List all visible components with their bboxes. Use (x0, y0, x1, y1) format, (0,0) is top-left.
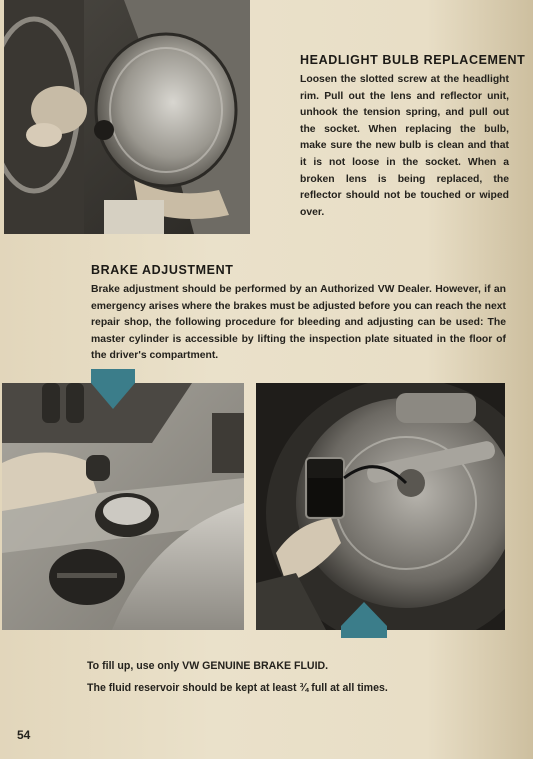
fill-instruction: To fill up, use only VW GENUINE BRAKE FLUID. (87, 660, 329, 672)
headlight-instructions: Loosen the slotted screw at the headlight rim. Pull out the lens and reflector unit, unhook the tension spring, and pull out the socket. When replacing the bulb, make sure the new bulb is clean and that it is not loose in the socket. When a broken lens is being replaced, the reflector should not be touched or wiped over. (300, 74, 509, 218)
headlight-heading: HEADLIGHT BULB REPLACEMENT (300, 53, 526, 67)
reservoir-level-note: The fluid reservoir should be kept at least ¾ full at all times. (87, 682, 388, 694)
headlight-photo (4, 0, 250, 234)
section-marker-right (341, 602, 387, 638)
brake-bleeding-photo (256, 383, 505, 630)
section-marker-left (91, 369, 135, 411)
brake-heading: BRAKE ADJUSTMENT (91, 263, 234, 277)
brake-instructions: Brake adjustment should be performed by an Authorized VW Dealer. However, if an emergency arises where the brakes must be adjusted before you can reach the next repair shop, the following procedure for bleeding and adjusting can be used: The master cylinder is accessible by lifting the inspection plate situated in the floor of the driver's compartment. (91, 284, 506, 362)
brake-reservoir-photo (2, 383, 244, 630)
page-number: 54 (17, 728, 31, 742)
